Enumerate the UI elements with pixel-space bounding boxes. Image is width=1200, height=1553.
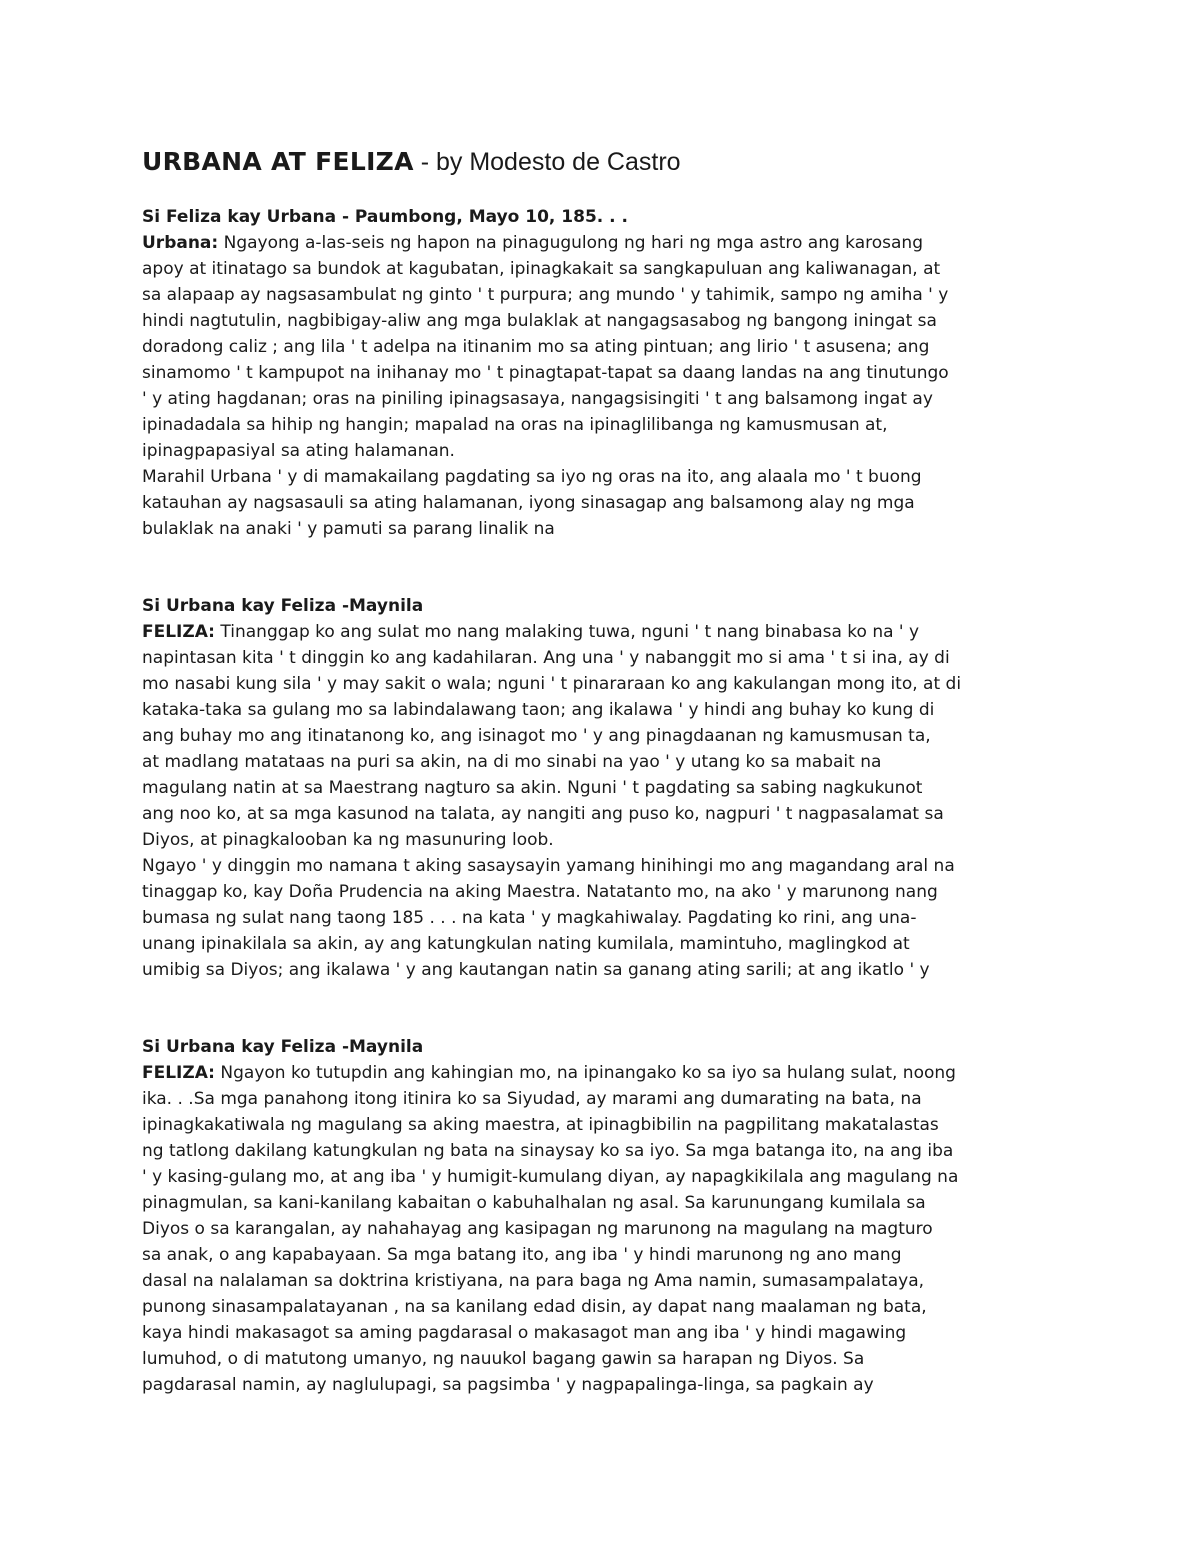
line-text: sinamomo ' t kampupot na inihanay mo ' t pinagtapat-tapat sa daang landas na ang tinutungo — [142, 363, 949, 383]
text-line — [142, 386, 1062, 412]
line-text: sa alapaap ay nagsasambulat ng ginto ' t purpura; ang mundo ' y tahimik, sampo ng amiha ' y — [142, 285, 949, 305]
line-text: ang noo ko, at sa mga kasunod na talata, ay nangiti ang puso ko, nagpuri ' t nagpasalamat sa — [142, 804, 944, 824]
text-line — [142, 282, 1062, 308]
line-text: ' y ating hagdanan; oras na piniling ipinagsasaya, nangagsisingiti ' t ang balsamong ingat ay — [142, 389, 933, 409]
letter-body — [142, 1060, 1062, 1398]
line-text: katauhan ay nagsasauli sa ating halamanan, iyong sinasagap ang balsamong alay ng mga — [142, 493, 915, 513]
line-text: Ngayon ko tutupdin ang kahingian mo, na ipinangako ko sa iyo sa hulang sulat, noong — [214, 1063, 956, 1083]
line-text: ika. . .Sa mga panahong itong itinira ko sa Siyudad, ay marami ang dumarating na bata, na — [142, 1089, 922, 1109]
line-text: magulang natin at sa Maestrang nagturo sa akin. Nguni ' t pagdating sa sabing nagkukunot — [142, 778, 923, 798]
document-body — [142, 146, 1062, 1398]
text-line — [142, 334, 1062, 360]
text-line — [142, 1346, 1062, 1372]
text-line — [142, 516, 1062, 542]
line-text: tinaggap ko, kay Doña Prudencia na aking Maestra. Natatanto mo, na ako ' y marunong nang — [142, 882, 938, 902]
line-text: doradong caliz ; ang lila ' t adelpa na itinanim mo sa ating pintuan; ang lirio ' t asusena; ang — [142, 337, 930, 357]
text-line — [142, 853, 1062, 879]
line-text: sa anak, o ang kapabayaan. Sa mga batang ito, ang iba ' y hindi marunong ng ano mang — [142, 1245, 902, 1265]
letter-section — [142, 593, 1062, 983]
text-line — [142, 230, 1062, 256]
text-line — [142, 308, 1062, 334]
text-line — [142, 464, 1062, 490]
text-line — [142, 1242, 1062, 1268]
line-text: pagdarasal namin, ay naglulupagi, sa pagsimba ' y nagpapalinga-linga, sa pagkain ay — [142, 1375, 874, 1395]
text-line — [142, 957, 1062, 983]
text-line — [142, 905, 1062, 931]
text-line — [142, 1294, 1062, 1320]
line-text: Diyos, at pinagkalooban ka ng masunuring loob. — [142, 830, 554, 850]
text-line — [142, 1164, 1062, 1190]
document-title — [142, 146, 1062, 178]
line-text: Ngayong a-las-seis ng hapon na pinagugulong ng hari ng mga astro ang karosang — [218, 233, 923, 253]
text-line — [142, 801, 1062, 827]
text-line — [142, 1086, 1062, 1112]
text-line — [142, 1268, 1062, 1294]
line-text: ang buhay mo ang itinatanong ko, ang isinagot mo ' y ang pinagdaanan ng kamusmusan ta, — [142, 726, 931, 746]
line-text: Ngayo ' y dinggin mo namana t aking sasaysayin yamang hinihingi mo ang magandang aral na — [142, 856, 955, 876]
text-line — [142, 412, 1062, 438]
text-line — [142, 1372, 1062, 1398]
text-line — [142, 879, 1062, 905]
line-text: ng tatlong dakilang katungkulan ng bata na sinaysay ko sa iyo. Sa mga batanga ito, na ang iba — [142, 1141, 954, 1161]
letter-body — [142, 619, 1062, 983]
text-line — [142, 360, 1062, 386]
line-text: unang ipinakilala sa akin, ay ang katungkulan nating kumilala, mamintuho, maglingkod at — [142, 934, 910, 954]
line-text: kaya hindi makasagot sa aming pagdarasal o makasagot man ang iba ' y hindi magawing — [142, 1323, 907, 1343]
line-text: ipinadadala sa hihip ng hangin; mapalad na oras na ipinaglilibanga ng kamusmusan at, — [142, 415, 888, 435]
text-line — [142, 645, 1062, 671]
letter-section — [142, 1034, 1062, 1398]
line-text: pinagmulan, sa kani-kanilang kabaitan o kabuhalhalan ng asal. Sa karunungang kumilala sa — [142, 1193, 926, 1213]
text-line — [142, 671, 1062, 697]
text-line — [142, 775, 1062, 801]
line-text: mo nasabi kung sila ' y may sakit o wala; nguni ' t pinararaan ko ang kakulangan mong ito, at di — [142, 674, 962, 694]
letter-heading: Si Urbana kay Feliza -Maynila — [142, 596, 424, 616]
text-line — [142, 1060, 1062, 1086]
letter-body — [142, 230, 1062, 542]
title-bold-part: URBANA AT FELIZA — [142, 147, 414, 176]
speaker-label: FELIZA: — [142, 622, 215, 642]
line-text: hindi nagtutulin, nagbibigay-aliw ang mga bulaklak at nangagsasabog ng bangong iningat sa — [142, 311, 937, 331]
line-text: lumuhod, o di matutong umanyo, ng nauukol bagang gawin sa harapan ng Diyos. Sa — [142, 1349, 865, 1369]
line-text: Diyos o sa karangalan, ay nahahayag ang kasipagan ng marunong na magulang na magturo — [142, 1219, 933, 1239]
text-line — [142, 1138, 1062, 1164]
text-line — [142, 749, 1062, 775]
text-line — [142, 827, 1062, 853]
text-line — [142, 931, 1062, 957]
line-text: bumasa ng sulat nang taong 185 . . . na kata ' y magkahiwalay. Pagdating ko rini, ang una- — [142, 908, 917, 928]
text-line — [142, 697, 1062, 723]
letter-heading: Si Feliza kay Urbana - Paumbong, Mayo 10, 185. . . — [142, 207, 628, 227]
text-line — [142, 490, 1062, 516]
line-text: Marahil Urbana ' y di mamakailang pagdating sa iyo ng oras na ito, ang alaala mo ' t buong — [142, 467, 922, 487]
letter-heading: Si Urbana kay Feliza -Maynila — [142, 1037, 424, 1057]
line-text: ipinagpapasiyal sa ating halamanan. — [142, 441, 455, 461]
text-line — [142, 619, 1062, 645]
line-text: ' y kasing-gulang mo, at ang iba ' y humigit-kumulang diyan, ay napagkikilala ang magulang na — [142, 1167, 959, 1187]
text-line — [142, 438, 1062, 464]
line-text: apoy at itinatago sa bundok at kagubatan, ipinagkakait sa sangkapuluan ang kaliwanagan, at — [142, 259, 941, 279]
title-author-part: - by Modesto de Castro — [413, 148, 681, 176]
line-text: napintasan kita ' t dinggin ko ang kadahilaran. Ang una ' y nabanggit mo si ama ' t si ina, ay di — [142, 648, 950, 668]
line-text: umibig sa Diyos; ang ikalawa ' y ang kautangan natin sa ganang ating sarili; at ang ikatlo ' y — [142, 960, 930, 980]
line-text: punong sinasampalatayanan , na sa kanilang edad disin, ay dapat nang maalaman ng bata, — [142, 1297, 927, 1317]
line-text: at madlang matataas na puri sa akin, na di mo sinabi na yao ' y utang ko sa mabait na — [142, 752, 882, 772]
line-text: Tinanggap ko ang sulat mo nang malaking tuwa, nguni ' t nang binabasa ko na ' y — [214, 622, 920, 642]
text-line — [142, 1216, 1062, 1242]
speaker-label: FELIZA: — [142, 1063, 215, 1083]
line-text: dasal na nalalaman sa doktrina kristiyana, na para baga ng Ama namin, sumasampalataya, — [142, 1271, 925, 1291]
letter-section — [142, 204, 1062, 542]
line-text: ipinagkakatiwala ng magulang sa aking maestra, at ipinagbibilin na pagpilitang makatalastas — [142, 1115, 939, 1135]
text-line — [142, 723, 1062, 749]
text-line — [142, 256, 1062, 282]
text-line — [142, 1190, 1062, 1216]
line-text: kataka-taka sa gulang mo sa labindalawang taon; ang ikalawa ' y hindi ang buhay ko kung di — [142, 700, 935, 720]
text-line — [142, 1112, 1062, 1138]
text-line — [142, 1320, 1062, 1346]
line-text: bulaklak na anaki ' y pamuti sa parang linalik na — [142, 519, 555, 539]
speaker-label: Urbana: — [142, 233, 219, 253]
